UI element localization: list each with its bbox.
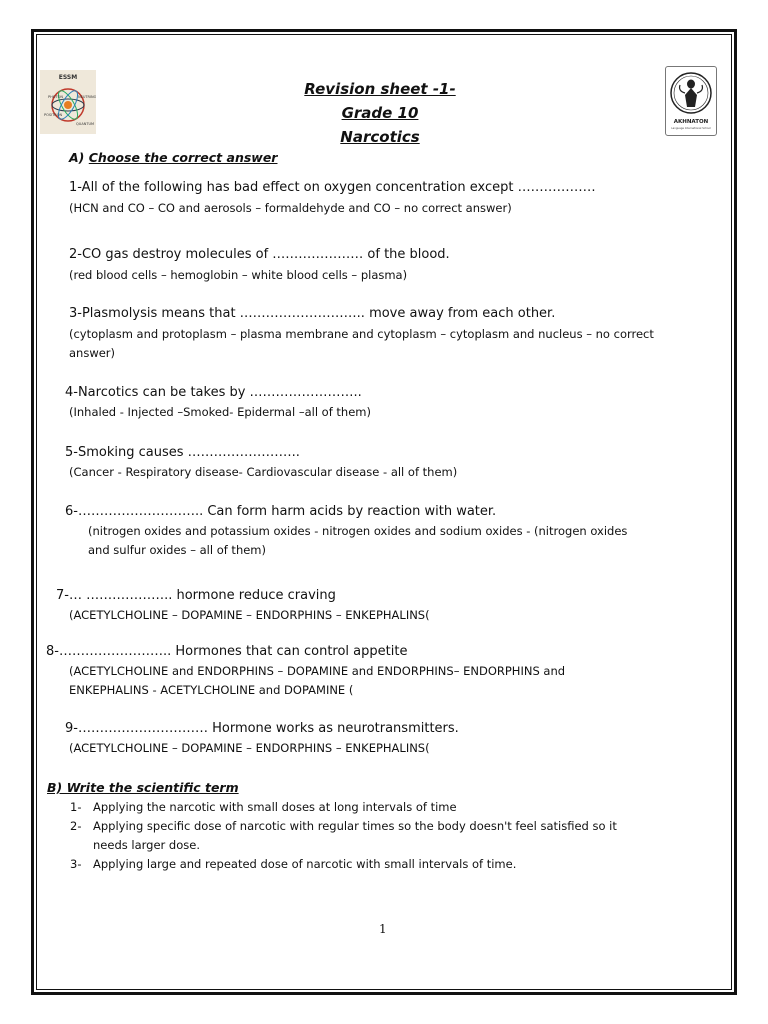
- question-7-options: (ACETYLCHOLINE – DOPAMINE – ENDORPHINS – ENKEPHALINS(: [69, 608, 430, 622]
- question-8-options-line-2: ENKEPHALINS - ACETYLCHOLINE and DOPAMINE (: [69, 683, 354, 697]
- question-1: 1-All of the following has bad effect on oxygen concentration except ………………: [69, 180, 596, 195]
- logo-left-label-3: POSITRON: [44, 113, 63, 117]
- term-1-text: Applying the narcotic with small doses at long intervals of time: [93, 800, 457, 814]
- section-b-title: B) Write the scientific term: [47, 780, 239, 795]
- question-7: 7-… ……………….. hormone reduce craving: [56, 588, 336, 603]
- logo-left-label-2: NEUTRINO: [78, 95, 96, 99]
- section-a-heading: [69, 150, 277, 165]
- question-6-options-line-2: and sulfur oxides – all of them): [88, 543, 266, 557]
- question-6: 6-……………………….. Can form harm acids by reaction with water.: [65, 504, 497, 519]
- logo-left-top-text: ESSM: [58, 74, 78, 81]
- section-a-title: Choose the correct answer: [88, 150, 278, 165]
- logo-left-label-1: PHOTON: [48, 95, 64, 99]
- question-5: 5-Smoking causes ……………………..: [65, 445, 300, 460]
- question-3-options-line-1: (cytoplasm and protoplasm – plasma membrane and cytoplasm – cytoplasm and nucleus – no correct: [69, 327, 654, 341]
- question-6-options-line-1: (nitrogen oxides and potassium oxides - nitrogen oxides and sodium oxides - (nitrogen oxides: [88, 524, 628, 538]
- question-8-options-line-1: (ACETYLCHOLINE and ENDORPHINS – DOPAMINE and ENDORPHINS– ENDORPHINS and: [69, 664, 566, 678]
- question-9-options: (ACETYLCHOLINE – DOPAMINE – ENDORPHINS – ENKEPHALINS(: [69, 741, 430, 755]
- term-1-number: 1-: [70, 800, 82, 814]
- term-3-text: Applying large and repeated dose of narcotic with small intervals of time.: [93, 857, 517, 871]
- school-emblem-icon: [40, 70, 96, 134]
- logo-right-subtext: Language International School: [671, 127, 711, 130]
- term-2-text-line-1: Applying specific dose of narcotic with regular times so the body doesn't feel satisfied so it: [93, 819, 617, 833]
- page-number: 1: [379, 922, 387, 936]
- question-5-options: (Cancer - Respiratory disease- Cardiovascular disease - all of them): [69, 465, 458, 479]
- question-2-options: (red blood cells – hemoglobin – white blood cells – plasma): [69, 268, 408, 282]
- topic-title: Narcotics: [340, 128, 420, 146]
- question-3-options-line-2: answer): [69, 346, 116, 360]
- term-2-text-line-2: needs larger dose.: [93, 838, 200, 852]
- logo-left-label-4: QUANTUM: [76, 122, 95, 126]
- term-2-number: 2-: [70, 819, 82, 833]
- question-4-options: (Inhaled - Injected –Smoked- Epidermal –all of them): [69, 405, 371, 419]
- term-3-number: 3-: [70, 857, 82, 871]
- question-4: 4-Narcotics can be takes by ……………………..: [65, 385, 362, 400]
- sheet-title: Revision sheet -1-: [304, 80, 456, 98]
- logo-right-text: AKHNATON: [673, 119, 709, 125]
- akhnaton-emblem-icon: [665, 66, 717, 136]
- question-8: 8-…………………….. Hormones that can control appetite: [46, 644, 408, 659]
- question-3: 3-Plasmolysis means that ……………………….. move away from each other.: [69, 306, 556, 321]
- grade-title: Grade 10: [341, 104, 419, 122]
- section-b-heading: [47, 780, 239, 795]
- section-a-prefix: A): [69, 150, 89, 165]
- question-1-options: (HCN and CO – CO and aerosols – formaldehyde and CO – no correct answer): [69, 201, 512, 215]
- question-9: 9-………………………… Hormone works as neurotransmitters.: [65, 721, 459, 736]
- question-2: 2-CO gas destroy molecules of ………………… of the blood.: [69, 247, 450, 262]
